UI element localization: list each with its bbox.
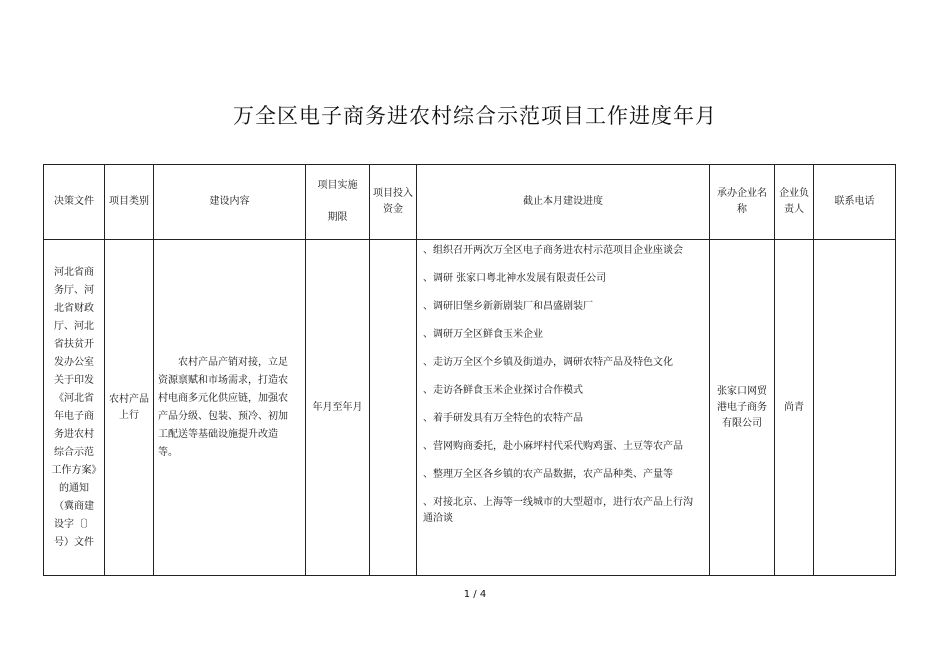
header-investment: 项目投入资金: [370, 165, 417, 240]
progress-item: 、调研旧堡乡新新剧装厂和昌盛剧装厂: [423, 301, 593, 312]
header-decision-doc: 决策文件: [44, 165, 105, 240]
cell-contractor: 张家口网贸港电子商务有限公司: [710, 240, 775, 576]
cell-decision-doc: 河北省商务厅、河北省财政厅、河北省扶贫开发办公室关于印发《河北省年电子商务进农村综合示范工作方案》的通知（冀商建设字〔〕号）文件: [44, 240, 105, 576]
header-progress: 截止本月建设进度: [417, 165, 710, 240]
header-content: 建设内容: [154, 165, 306, 240]
content-text: 农村产品产销对接，立足资源禀赋和市场需求，打造农村电商多元化供应链，加强农产品分级、包装、预冷、初加工配送等基础设施提升改造等。: [158, 356, 288, 458]
cell-investment: [370, 240, 417, 576]
progress-item: 、走访万全区个乡镇及街道办，调研农特产品及特色文化: [423, 357, 673, 368]
cell-progress: [417, 240, 710, 576]
page-number: 1 / 4: [463, 589, 487, 600]
cell-period: 年月至年月: [306, 240, 370, 576]
header-period: 项目实施 期限: [306, 165, 370, 240]
cell-person: 尚青: [775, 240, 814, 576]
progress-item: 、走访各鲜食玉米企业探讨合作模式: [423, 385, 583, 396]
progress-table: [43, 164, 896, 576]
progress-item: 、对接北京、上海等一线城市的大型超市，进行农产品上行沟通洽谈: [423, 497, 693, 524]
table-header-row: [44, 165, 896, 240]
header-project-type: 项目类别: [105, 165, 154, 240]
header-person: 企业负责人: [775, 165, 814, 240]
table-row: [44, 240, 896, 576]
page-title: 万全区电子商务进农村综合示范项目工作进度年月: [233, 104, 717, 128]
progress-item: 、整理万全区各乡镇的农产品数据，农产品种类、产量等: [423, 469, 673, 480]
header-contractor: 承办企业名称: [710, 165, 775, 240]
progress-item: 、着手研发具有万全特色的农特产品: [423, 413, 583, 424]
cell-content: [154, 240, 306, 576]
progress-item: 、营网购商委托，赴小麻坪村代采代购鸡蛋、土豆等农产品: [423, 441, 683, 452]
progress-item: 、调研万全区鲜食玉米企业: [423, 329, 543, 340]
progress-item: 、组织召开两次万全区电子商务进农村示范项目企业座谈会: [423, 245, 683, 256]
cell-phone: [814, 240, 896, 576]
header-phone: 联系电话: [814, 165, 896, 240]
progress-list: [423, 243, 701, 527]
cell-project-type: 农村产品上行: [105, 240, 154, 576]
progress-item: 、调研 张家口粤北神水发展有限责任公司: [423, 273, 607, 284]
